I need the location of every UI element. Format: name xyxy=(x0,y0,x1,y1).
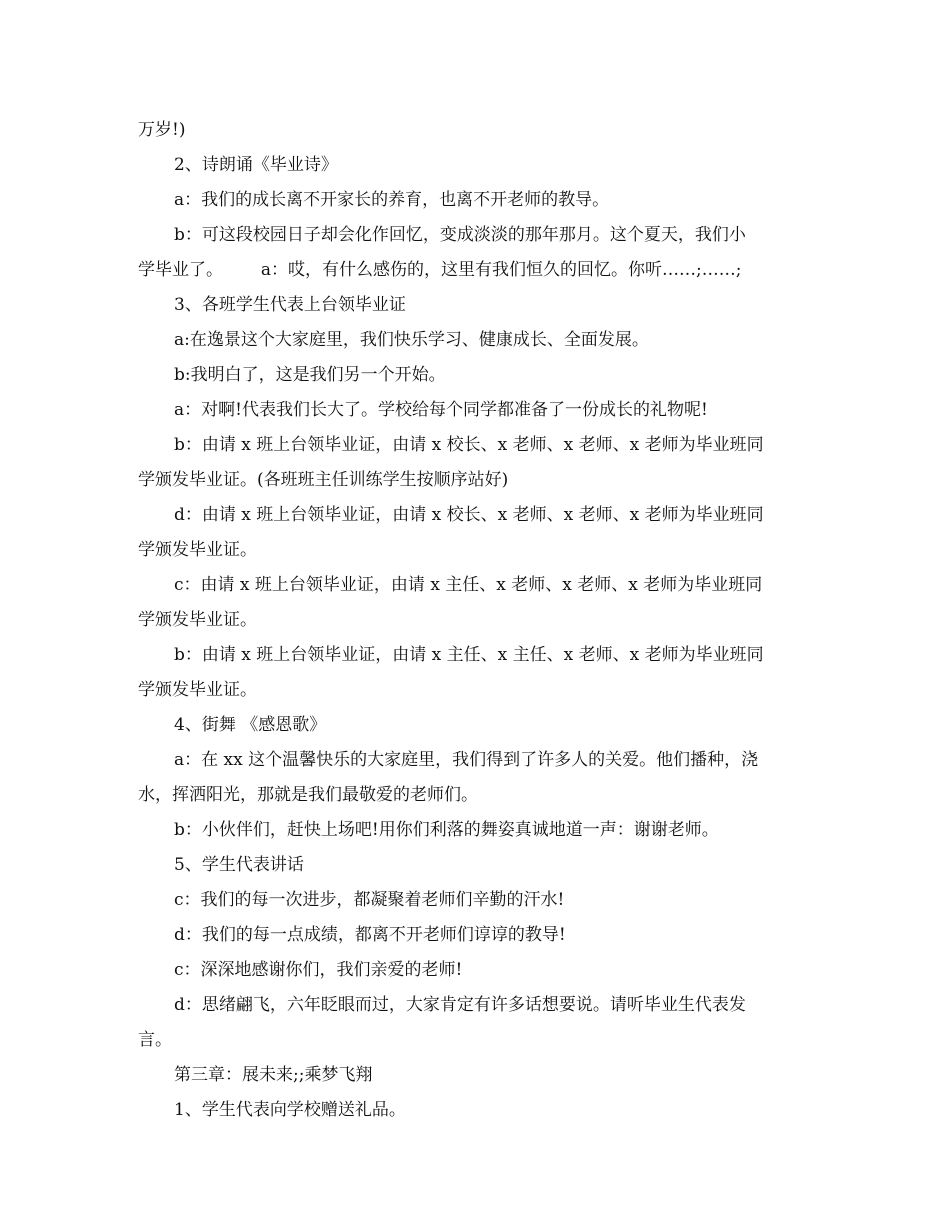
dialogue-line: b:我明白了，这是我们另一个开始。 xyxy=(174,365,446,385)
text-line: 万岁!) xyxy=(138,120,186,140)
dialogue-line: b：可这段校园日子却会化作回忆，变成淡淡的那年那月。这个夏天，我们小 xyxy=(174,225,746,245)
dialogue-line: d：思绪翩飞，六年眨眼而过，大家肯定有许多话想要说。请听毕业生代表发 xyxy=(174,995,746,1015)
dialogue-line: b：由请 x 班上台领毕业证，由请 x 主任、x 主任、x 老师、x 老师为毕业班同 xyxy=(174,645,764,665)
dialogue-line: a：我们的成长离不开家长的养育，也离不开老师的教导。 xyxy=(174,190,610,210)
dialogue-line: a：在 xx 这个温馨快乐的大家庭里，我们得到了许多人的关爱。他们播种，浇 xyxy=(174,750,759,770)
dialogue-line-continued: 学颁发毕业证。 xyxy=(138,540,257,560)
dialogue-line: b：由请 x 班上台领毕业证，由请 x 校长、x 老师、x 老师、x 老师为毕业班同 xyxy=(174,435,764,455)
section-heading: 5、学生代表讲话 xyxy=(174,855,304,875)
dialogue-line: a:在逸景这个大家庭里，我们快乐学习、健康成长、全面发展。 xyxy=(174,330,649,350)
dialogue-line: d：由请 x 班上台领毕业证，由请 x 校长、x 老师、x 老师、x 老师为毕业班同 xyxy=(174,505,764,525)
dialogue-line-continued: 学毕业了。 a：哎，有什么感伤的，这里有我们恒久的回忆。你听……;……; xyxy=(138,260,742,280)
dialogue-line: d：我们的每一点成绩，都离不开老师们谆谆的教导! xyxy=(174,925,566,945)
dialogue-line: c：由请 x 班上台领毕业证，由请 x 主任、x 老师、x 老师、x 老师为毕业班同 xyxy=(174,575,763,595)
section-heading: 1、学生代表向学校赠送礼品。 xyxy=(174,1100,406,1120)
dialogue-line-continued: 学颁发毕业证。 xyxy=(138,680,257,700)
dialogue-line-continued: 学颁发毕业证。(各班班主任训练学生按顺序站好) xyxy=(138,470,509,490)
dialogue-line: c：我们的每一次进步，都凝聚着老师们辛勤的汗水! xyxy=(174,890,565,910)
section-heading: 2、诗朗诵《毕业诗》 xyxy=(174,155,338,175)
dialogue-line: b：小伙伴们，赶快上场吧!用你们利落的舞姿真诚地道一声：谢谢老师。 xyxy=(174,820,719,840)
document-body xyxy=(138,113,818,1128)
dialogue-line: a：对啊!代表我们长大了。学校给每个同学都准备了一份成长的礼物呢! xyxy=(174,400,708,420)
dialogue-line-continued: 水，挥洒阳光，那就是我们最敬爱的老师们。 xyxy=(138,785,478,805)
dialogue-line-continued: 言。 xyxy=(138,1030,172,1050)
chapter-heading: 第三章：展未来;;乘梦飞翔 xyxy=(174,1065,373,1085)
dialogue-line-continued: 学颁发毕业证。 xyxy=(138,610,257,630)
dialogue-line: c：深深地感谢你们，我们亲爱的老师! xyxy=(174,960,463,980)
section-heading: 3、各班学生代表上台领毕业证 xyxy=(174,295,406,315)
section-heading: 4、街舞 《感恩歌》 xyxy=(174,715,327,735)
